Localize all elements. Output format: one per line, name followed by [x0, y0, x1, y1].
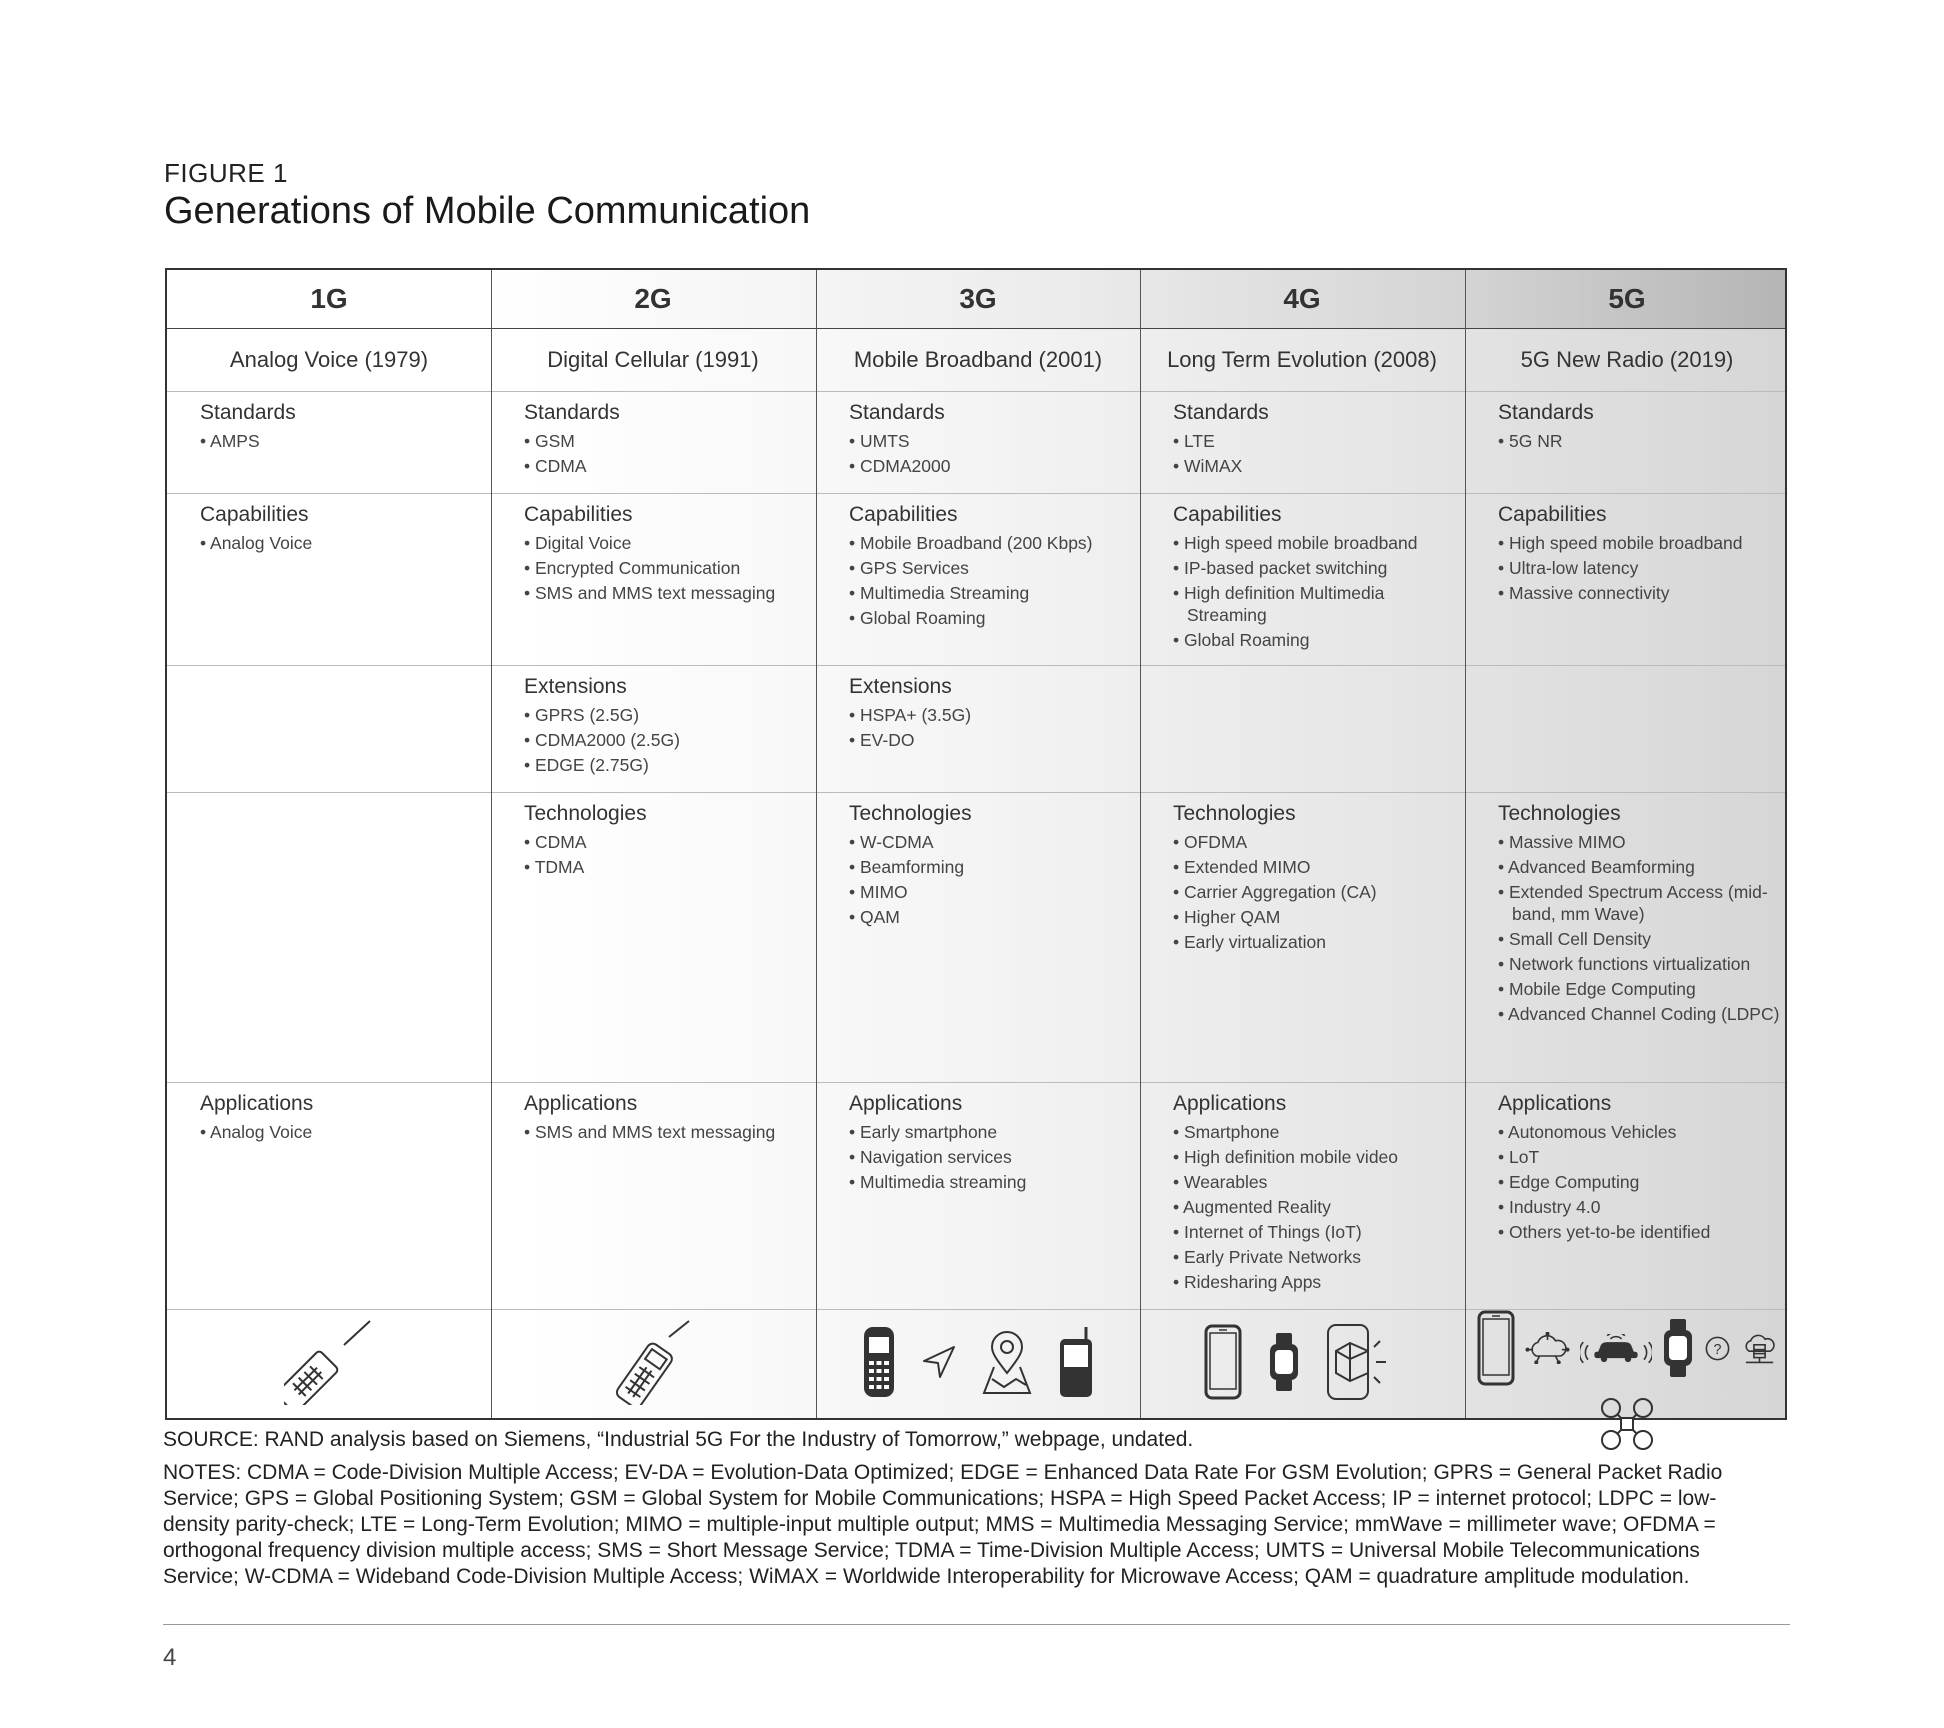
list-item: • Analog Voice [200, 1121, 491, 1143]
technologies-list [849, 831, 1140, 928]
list-item: • Advanced Channel Coding (LDPC) [1498, 1003, 1789, 1025]
row-divider [167, 391, 1785, 392]
drone-icon [1599, 1396, 1655, 1452]
applications-heading: Applications [849, 1092, 963, 1115]
technologies-cell [491, 801, 815, 1083]
list-item: • LoT [1498, 1146, 1789, 1168]
extensions-heading: Extensions [849, 675, 952, 698]
technologies-heading: Technologies [1173, 802, 1296, 825]
list-item: • Mobile Broadband (200 Kbps) [849, 532, 1140, 554]
ar-phone-icon [1326, 1323, 1400, 1401]
standards-cell [1140, 400, 1464, 494]
applications-cell [491, 1091, 815, 1310]
list-item: • MIMO [849, 881, 1140, 903]
generation-header: 3G [959, 283, 997, 314]
list-item: • Global Roaming [849, 607, 1140, 629]
standards-heading: Standards [1498, 401, 1594, 424]
navigation-arrow-icon [922, 1345, 956, 1379]
capabilities-heading: Capabilities [1498, 503, 1607, 526]
applications-list [200, 1121, 491, 1143]
list-item: • Augmented Reality [1173, 1196, 1464, 1218]
list-item: • 5G NR [1498, 430, 1789, 452]
icon-row-cell [816, 1310, 1140, 1414]
applications-heading: Applications [1173, 1092, 1287, 1115]
standards-list [200, 430, 491, 452]
list-item: • Higher QAM [1173, 906, 1464, 928]
source-note: SOURCE: RAND analysis based on Siemens, “Industrial 5G For the Industry of Tomorrow,” webpage, undated. [163, 1428, 1194, 1451]
brick-phone-icon [284, 1319, 374, 1405]
standards-heading: Standards [849, 401, 945, 424]
list-item: • Multimedia Streaming [849, 582, 1140, 604]
map-pin-icon [982, 1329, 1032, 1395]
extensions-cell [491, 674, 815, 793]
list-item: • WiMAX [1173, 455, 1464, 477]
list-item: • Digital Voice [524, 532, 815, 554]
list-item: • GSM [524, 430, 815, 452]
icon-row-cell [167, 1310, 491, 1414]
list-item: • OFDMA [1173, 831, 1464, 853]
list-item: • Advanced Beamforming [1498, 856, 1789, 878]
list-item: • LTE [1173, 430, 1464, 452]
list-item: • High definition mobile video [1173, 1146, 1464, 1168]
standards-heading: Standards [1173, 401, 1269, 424]
icon-row-cell [491, 1310, 815, 1414]
applications-list [1173, 1121, 1464, 1293]
cloud-server-icon [1741, 1332, 1778, 1364]
applications-list [849, 1121, 1140, 1193]
list-item: • Smartphone [1173, 1121, 1464, 1143]
capabilities-cell [491, 502, 815, 666]
list-item: • CDMA [524, 455, 815, 477]
list-item: • Edge Computing [1498, 1171, 1789, 1193]
technologies-cell [816, 801, 1140, 1083]
capabilities-list [1498, 532, 1789, 604]
network-cloud-icon [1525, 1332, 1570, 1364]
capabilities-heading: Capabilities [849, 503, 958, 526]
generations-table [165, 268, 1787, 1420]
technologies-cell [1465, 801, 1789, 1083]
icon-row-cell [1140, 1310, 1464, 1414]
list-item: • Mobile Edge Computing [1498, 978, 1789, 1000]
list-item: • Beamforming [849, 856, 1140, 878]
standards-cell [167, 400, 491, 494]
list-item: • Early Private Networks [1173, 1246, 1464, 1268]
list-item: • Small Cell Density [1498, 928, 1789, 950]
applications-heading: Applications [524, 1092, 638, 1115]
list-item: • CDMA2000 [849, 455, 1140, 477]
standards-list [849, 430, 1140, 477]
extensions-heading: Extensions [524, 675, 627, 698]
smartphone-icon [1204, 1324, 1242, 1400]
capabilities-list [200, 532, 491, 554]
technologies-heading: Technologies [1498, 802, 1621, 825]
generation-header: 4G [1283, 283, 1321, 314]
extensions-list [524, 704, 815, 776]
list-item: • High speed mobile broadband [1498, 532, 1789, 554]
list-item: • Ultra-low latency [1498, 557, 1789, 579]
technologies-list [1173, 831, 1464, 953]
technologies-list [524, 831, 815, 878]
icon-row-cell [1465, 1310, 1789, 1414]
standards-cell [1465, 400, 1789, 494]
applications-cell [816, 1091, 1140, 1310]
question-icon [1704, 1335, 1731, 1362]
applications-cell [1465, 1091, 1789, 1310]
generation-name: Analog Voice (1979) [229, 347, 429, 372]
capabilities-list [524, 532, 815, 604]
applications-cell [167, 1091, 491, 1310]
capabilities-list [849, 532, 1140, 629]
smartwatch-icon [1662, 1317, 1694, 1379]
generation-name: Mobile Broadband (2001) [853, 347, 1103, 372]
technologies-list [1498, 831, 1789, 1025]
page-number: 4 [163, 1644, 177, 1671]
list-item: • GPRS (2.5G) [524, 704, 815, 726]
list-item: • EV-DO [849, 729, 1140, 751]
list-item: • Analog Voice [200, 532, 491, 554]
list-item: • Extended MIMO [1173, 856, 1464, 878]
capabilities-cell [1465, 502, 1789, 666]
standards-list [1173, 430, 1464, 477]
list-item: • AMPS [200, 430, 491, 452]
list-item: • Ridesharing Apps [1173, 1271, 1464, 1293]
list-item: • TDMA [524, 856, 815, 878]
list-item: • Massive MIMO [1498, 831, 1789, 853]
list-item: • IP-based packet switching [1173, 557, 1464, 579]
connected-car-icon [1580, 1334, 1652, 1363]
list-item: • Encrypted Communication [524, 557, 815, 579]
capabilities-cell [1140, 502, 1464, 666]
capabilities-heading: Capabilities [524, 503, 633, 526]
extensions-list [849, 704, 1140, 751]
generation-header: 1G [310, 283, 348, 314]
standards-cell [491, 400, 815, 494]
smartphone-icon [1477, 1310, 1515, 1386]
notes-text: NOTES: CDMA = Code-Division Multiple Access; EV-DA = Evolution-Data Optimized; EDGE = Enhanced Data Rate For GSM Evolution; GPRS = General Packet Radio Service; GPS = Global Positioning System; GSM = Global System for Mobile Communications; HSPA = High Speed Packet Access; IP = internet protocol; LDPC = low-density parity-check; LTE = Long-Term Evolution; MIMO = multiple-input multiple output; MMS = Multimedia Messaging Service; mmWave = millimeter wave; OFDMA = orthogonal frequency division multiple access; SMS = Short Message Service; TDMA = Time-Division Multiple Access; UMTS = Universal Mobile Telecommunications Service; W-CDMA = Wideband Code-Division Multiple Access; WiMAX = Worldwide Interoperability for Microwave Access; QAM = quadrature amplitude modulation. [163, 1461, 1723, 1588]
applications-heading: Applications [200, 1092, 314, 1115]
list-item: • High definition Multimedia Streaming [1173, 582, 1464, 626]
feature-phone-icon [862, 1325, 896, 1399]
list-item: • SMS and MMS text messaging [524, 1121, 815, 1143]
list-item: • CDMA2000 (2.5G) [524, 729, 815, 751]
list-item: • CDMA [524, 831, 815, 853]
generation-name: 5G New Radio (2019) [1520, 347, 1734, 372]
list-item: • UMTS [849, 430, 1140, 452]
figure-title: Generations of Mobile Communication [164, 190, 811, 232]
list-item: • Industry 4.0 [1498, 1196, 1789, 1218]
list-item: • Network functions virtualization [1498, 953, 1789, 975]
capabilities-heading: Capabilities [200, 503, 309, 526]
generation-header: 2G [634, 283, 672, 314]
footer-divider [163, 1624, 1790, 1625]
technologies-heading: Technologies [849, 802, 972, 825]
applications-heading: Applications [1498, 1092, 1612, 1115]
list-item: • High speed mobile broadband [1173, 532, 1464, 554]
list-item: • W-CDMA [849, 831, 1140, 853]
list-item: • Carrier Aggregation (CA) [1173, 881, 1464, 903]
standards-list [1498, 430, 1789, 452]
list-item: • Extended Spectrum Access (mid-band, mm Wave) [1498, 881, 1789, 925]
list-item: • EDGE (2.75G) [524, 754, 815, 776]
list-item: • Others yet-to-be identified [1498, 1221, 1789, 1243]
list-item: • Global Roaming [1173, 629, 1464, 651]
flip-phone-icon [1058, 1325, 1094, 1399]
list-item: • Massive connectivity [1498, 582, 1789, 604]
applications-list [524, 1121, 815, 1143]
generation-header: 5G [1608, 283, 1646, 314]
standards-heading: Standards [524, 401, 620, 424]
list-item: • Autonomous Vehicles [1498, 1121, 1789, 1143]
standards-list [524, 430, 815, 477]
list-item: • Internet of Things (IoT) [1173, 1221, 1464, 1243]
capabilities-cell [816, 502, 1140, 666]
standards-cell [816, 400, 1140, 494]
list-item: • SMS and MMS text messaging [524, 582, 815, 604]
svg-text:?: ? [1713, 1341, 1721, 1358]
generation-name: Digital Cellular (1991) [547, 347, 759, 372]
list-item: • Wearables [1173, 1171, 1464, 1193]
list-item: • Navigation services [849, 1146, 1140, 1168]
cell-phone-antenna-icon [613, 1319, 693, 1405]
extensions-cell [816, 674, 1140, 793]
list-item: • Early virtualization [1173, 931, 1464, 953]
standards-heading: Standards [200, 401, 296, 424]
list-item: • GPS Services [849, 557, 1140, 579]
generation-name: Long Term Evolution (2008) [1167, 347, 1437, 372]
capabilities-list [1173, 532, 1464, 651]
capabilities-heading: Capabilities [1173, 503, 1282, 526]
list-item: • HSPA+ (3.5G) [849, 704, 1140, 726]
capabilities-cell [167, 502, 491, 666]
list-item: • Multimedia streaming [849, 1171, 1140, 1193]
technologies-cell [1140, 801, 1464, 1083]
smartwatch-icon [1268, 1331, 1300, 1393]
applications-cell [1140, 1091, 1464, 1310]
list-item: • Early smartphone [849, 1121, 1140, 1143]
list-item: • QAM [849, 906, 1140, 928]
technologies-heading: Technologies [524, 802, 647, 825]
figure-label: FIGURE 1 [164, 158, 288, 188]
applications-list [1498, 1121, 1789, 1243]
